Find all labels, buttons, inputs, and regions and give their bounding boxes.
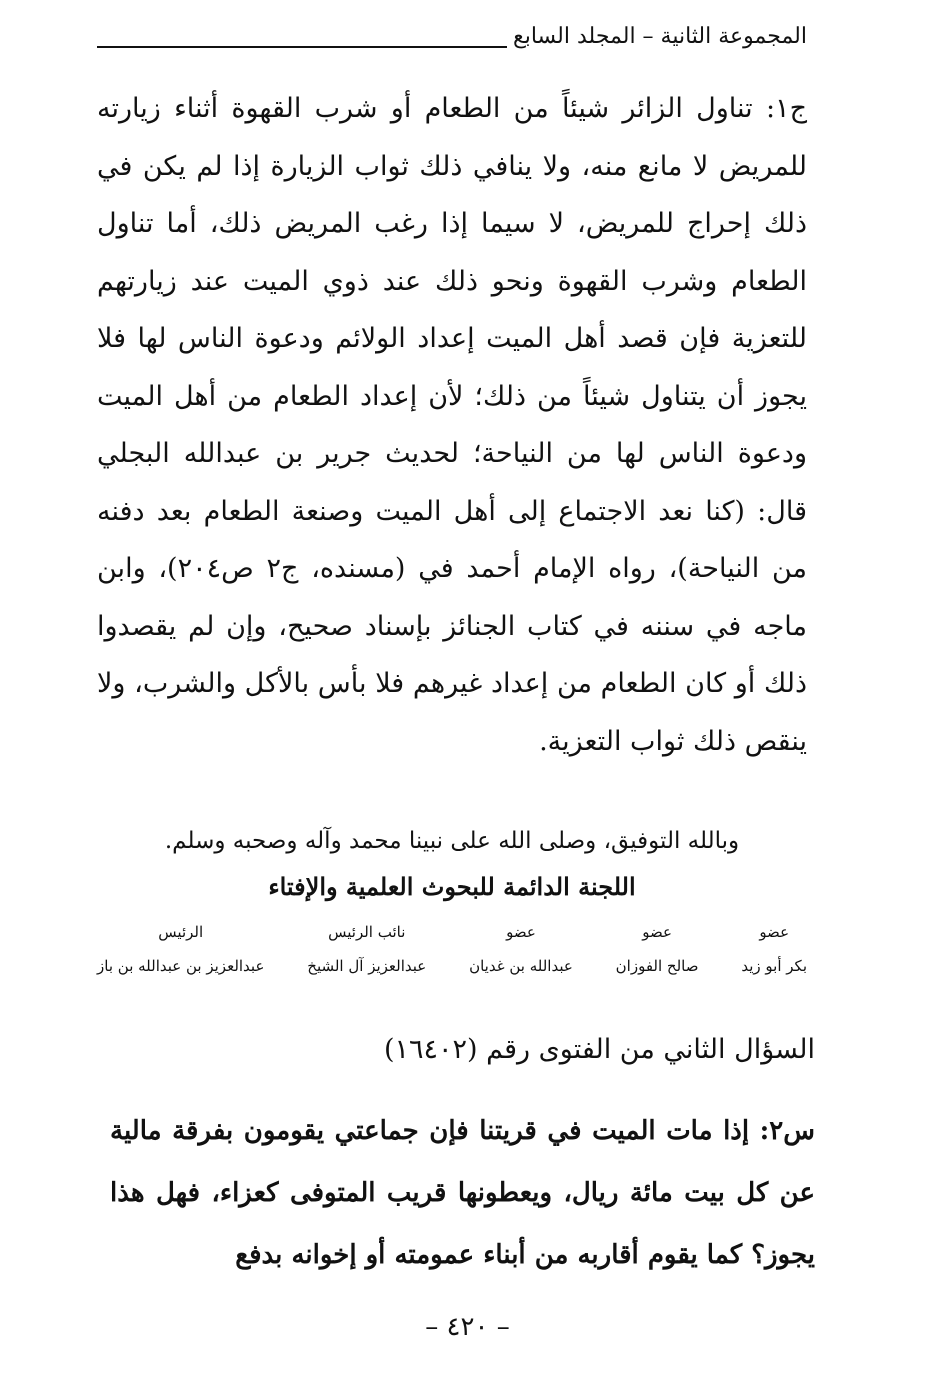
- closing-line: وبالله التوفيق، وصلى الله على نبينا محمد وآله وصحبه وسلم.: [164, 828, 740, 854]
- signatory: [307, 918, 426, 986]
- answer-paragraph: ج١: تناول الزائر شيئاً من الطعام أو شرب القهوة أثناء زيارته للمريض لا مانع منه، ولا ينافي ذلك ثواب الزيارة إذا لم يكن في ذلك إحراج للمريض، لا سيما إذا رغب المريض ذلك، أما تناول الطعام وشرب القهوة ونحو ذلك عند ذوي الميت عند زيارتهم للتعزية فإن قصد أهل الميت إعداد الولائم ودعوة الناس لها فلا يجوز أن يتناول شيئاً من ذلك؛ لأن إعداد الطعام من أهل الميت ودعوة الناس لها من النياحة؛ لحديث جرير بن عبدالله البجلي قال: (كنا نعد الاجتماع إلى أهل الميت وصنعة الطعام بعد دفنه من النياحة)، رواه الإمام أحمد في (مسنده، ج٢ ص٢٠٤)، وابن ماجه في سننه في كتاب الجنائز بإسناد صحيح، وإن لم يقصدوا ذلك أو كان الطعام من إعداد غيرهم فلا بأس بالأكل والشرب، ولا ينقص ذلك ثواب التعزية.: [97, 93, 807, 757]
- signatory: [616, 918, 699, 986]
- committee-title: اللجنة الدائمة للبحوث العلمية والإفتاء: [268, 872, 636, 901]
- signatory-role: عضو: [642, 923, 672, 941]
- signatory-name: بكر أبو زيد: [741, 957, 807, 975]
- signatory: [469, 918, 573, 986]
- second-question-heading: السؤال الثاني من الفتوى رقم (١٦٤٠٢): [383, 1034, 815, 1065]
- second-question-text: س٢: إذا مات الميت في قريتنا فإن جماعتي يقومون بفرقة مالية عن كل بيت مائة ريال، ويعطونها قريب المتوفى كعزاء، فهل هذا يجوز؟ كما يقوم أقاربه من أبناء عمومته أو إخوانه بدفع: [110, 1116, 815, 1270]
- signatory-name: صالح الفوزان: [615, 957, 699, 975]
- page-number: – ٤٢٠ –: [425, 1312, 510, 1342]
- signatory-role: الرئيس: [158, 923, 204, 941]
- answer-body: [97, 80, 807, 770]
- signatory: [741, 918, 807, 986]
- signatories: [97, 918, 807, 986]
- header-rule: [97, 46, 507, 48]
- signatory-role: نائب الرئيس: [328, 923, 406, 941]
- header-title: المجموعة الثانية – المجلد السابع: [513, 24, 807, 49]
- signatory-name: عبدالعزيز آل الشيخ: [307, 957, 427, 975]
- signatory: [97, 918, 264, 986]
- signatory-name: عبدالعزيز بن عبدالله بن باز: [97, 957, 265, 975]
- running-header: [97, 20, 807, 54]
- signatory-role: عضو: [506, 923, 536, 941]
- signatory-role: عضو: [759, 923, 790, 941]
- signatory-name: عبدالله بن غديان: [469, 957, 573, 975]
